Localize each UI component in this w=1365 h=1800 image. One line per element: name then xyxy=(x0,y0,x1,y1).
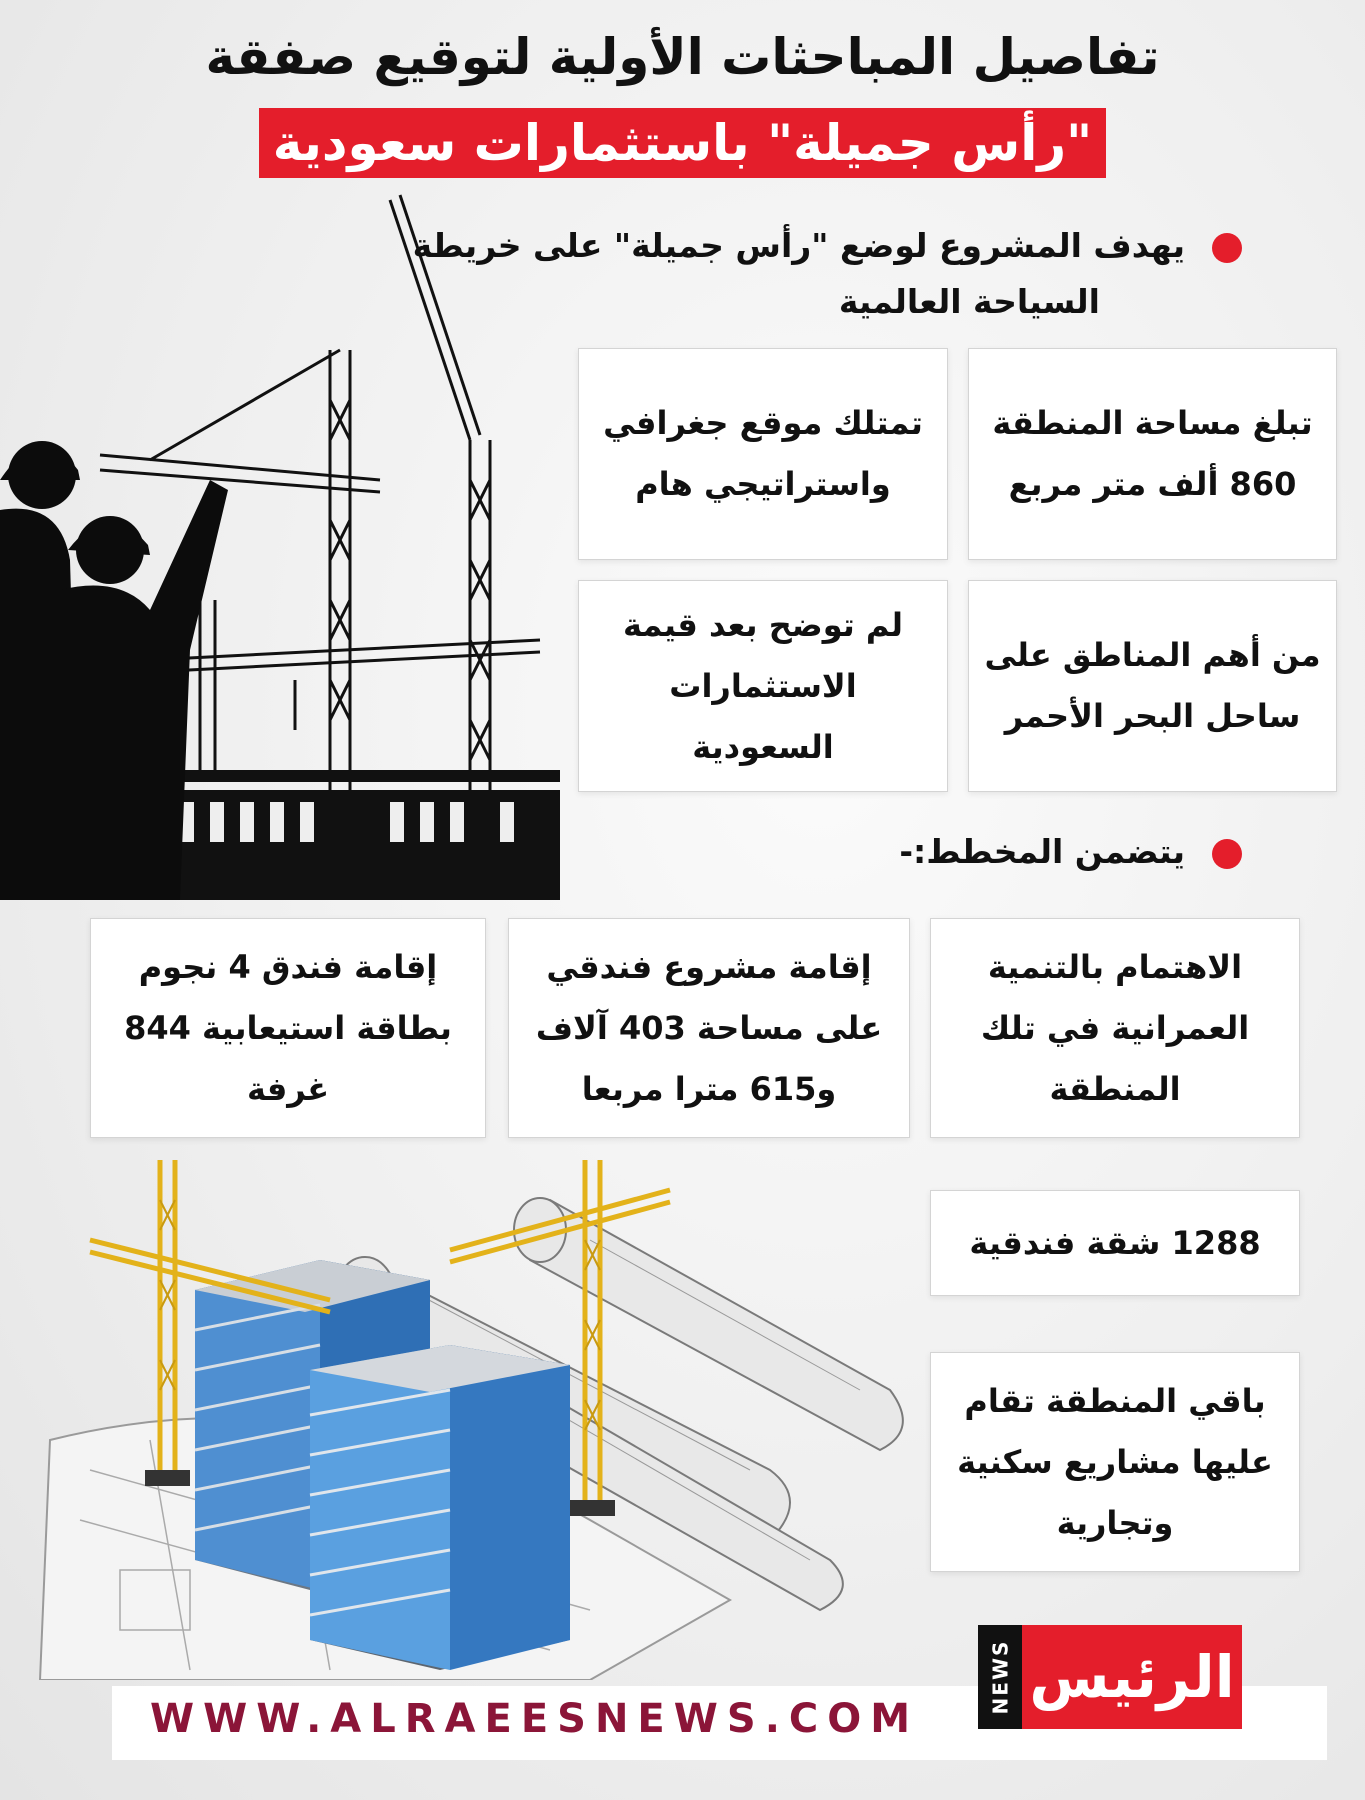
info-box-location: تمتلك موقع جغرافي واستراتيجي هام xyxy=(578,348,948,560)
website-url[interactable]: WWW.ALRAEESNEWS.COM xyxy=(150,1696,920,1742)
page-title: تفاصيل المباحثات الأولية لتوقيع صفقة xyxy=(205,28,1160,86)
logo-news-tag: NEWS xyxy=(978,1625,1022,1729)
bullet-text-goal-line2: السياحة العالمية xyxy=(838,282,1100,321)
bullet-dot xyxy=(1212,233,1242,263)
plan-box-development: الاهتمام بالتنمية العمرانية في تلك المنطقة xyxy=(930,918,1300,1138)
bullet-text-plan: يتضمن المخطط:- xyxy=(899,832,1185,871)
construction-silhouette-illustration xyxy=(0,180,560,900)
plan-box-apartments: 1288 شقة فندقية xyxy=(930,1190,1300,1296)
info-box-red-sea: من أهم المناطق على ساحل البحر الأحمر xyxy=(968,580,1337,792)
info-box-investment-value: لم توضح بعد قيمة الاستثمارات السعودية xyxy=(578,580,948,792)
bullet-text-goal-line1: يهدف المشروع لوضع "رأس جميلة" على خريطة xyxy=(412,226,1185,265)
plan-box-hotel-project: إقامة مشروع فندقي على مساحة 403 آلاف و615 مترا مربعا xyxy=(508,918,910,1138)
plan-box-4-star-hotel: إقامة فندق 4 نجوم بطاقة استيعابية 844 غرفة xyxy=(90,918,486,1138)
page-subtitle: "رأس جميلة" باستثمارات سعودية xyxy=(259,108,1106,178)
info-box-area: تبلغ مساحة المنطقة 860 ألف متر مربع xyxy=(968,348,1337,560)
alraees-logo: الرئيس xyxy=(1022,1625,1242,1729)
buildings-blueprint-illustration xyxy=(30,1140,930,1680)
plan-box-residential-commercial: باقي المنطقة تقام عليها مشاريع سكنية وتجارية xyxy=(930,1352,1300,1572)
bullet-dot xyxy=(1212,839,1242,869)
